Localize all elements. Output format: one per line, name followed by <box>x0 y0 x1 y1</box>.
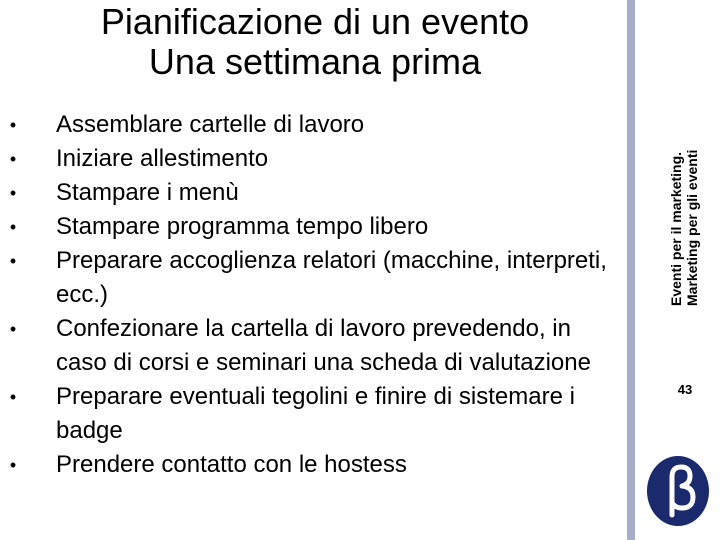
bullet-item <box>0 312 610 380</box>
bullet-marker: • <box>9 251 17 271</box>
bullet-item <box>0 142 610 176</box>
bullet-text: Confezionare la cartella di lavoro prevedendo, in caso di corsi e seminari una scheda di valutazione <box>56 315 591 376</box>
bullet-item <box>0 176 610 210</box>
bullet-marker: • <box>9 387 17 407</box>
bullet-text: Assemblare cartelle di lavoro <box>56 111 365 138</box>
bullet-text: Iniziare allestimento <box>56 145 269 172</box>
bullet-text: Stampare programma tempo libero <box>56 213 429 240</box>
bullet-marker: • <box>9 319 17 339</box>
bullet-marker: • <box>9 115 17 135</box>
bullet-marker: • <box>9 183 17 203</box>
slide-title <box>30 2 600 82</box>
bullet-list <box>0 108 610 482</box>
bullet-item <box>0 210 610 244</box>
bullet-marker: • <box>9 455 17 475</box>
bullet-item <box>0 448 610 482</box>
bullet-text: Preparare eventuali tegolini e finire di sistemare i badge <box>56 383 575 444</box>
bullet-item <box>0 108 610 142</box>
bullet-item <box>0 380 610 448</box>
sidebar-caption-line-1: Eventi per il marketing. <box>668 151 684 306</box>
page-number: 43 <box>677 382 693 397</box>
bullet-text: Prendere contatto con le hostess <box>56 451 407 478</box>
bullet-item <box>0 244 610 312</box>
bullet-text: Stampare i menù <box>56 179 239 206</box>
vertical-divider <box>627 0 635 540</box>
sidebar-caption <box>668 6 700 306</box>
bullet-marker: • <box>9 217 17 237</box>
title-line-2: Una settimana prima <box>148 41 482 82</box>
beta-logo-icon <box>646 455 710 527</box>
bullet-text: Preparare accoglienza relatori (macchine, interpreti, ecc.) <box>56 247 607 308</box>
title-line-1: Pianificazione di un evento <box>100 1 530 42</box>
bullet-marker: • <box>9 149 17 169</box>
sidebar-caption-line-2: Marketing per gli eventi <box>684 149 700 306</box>
